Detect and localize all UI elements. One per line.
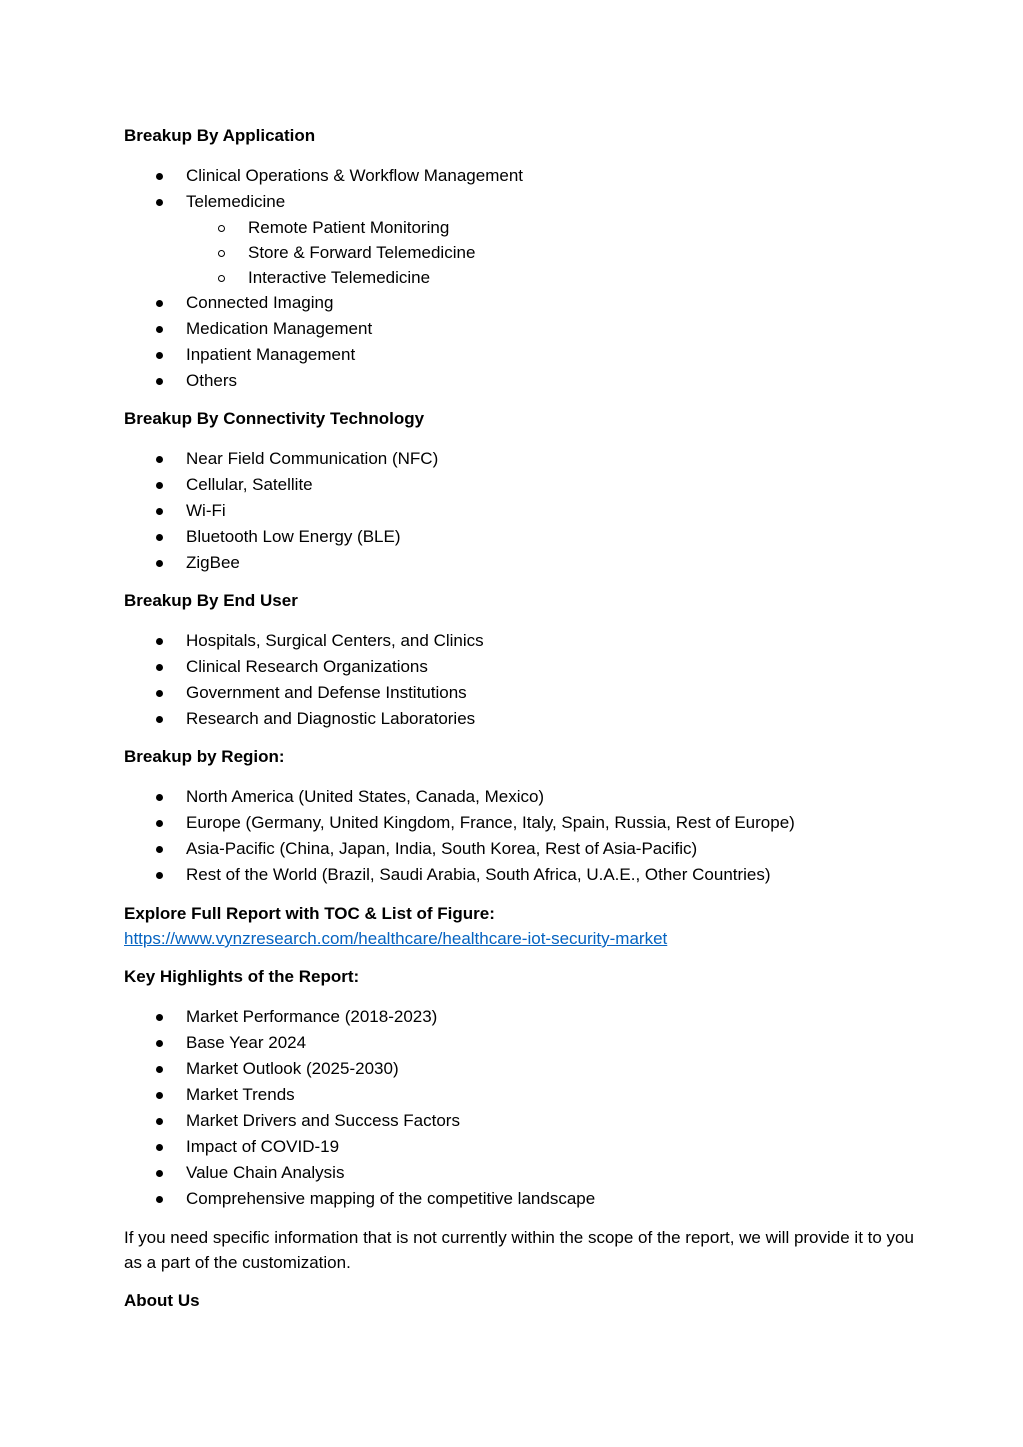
list-item: Bluetooth Low Energy (BLE) bbox=[124, 524, 914, 550]
bullet-icon bbox=[156, 1144, 163, 1151]
bullet-icon bbox=[156, 378, 163, 385]
application-list bbox=[124, 163, 914, 215]
list-item: Clinical Research Organizations bbox=[124, 654, 914, 680]
list-item: Research and Diagnostic Laboratories bbox=[124, 706, 914, 732]
bullet-icon bbox=[156, 1170, 163, 1177]
bullet-icon bbox=[156, 534, 163, 541]
list-item: Near Field Communication (NFC) bbox=[124, 446, 914, 472]
connectivity-heading: Breakup By Connectivity Technology bbox=[124, 409, 425, 428]
list-item: Market Drivers and Success Factors bbox=[124, 1108, 914, 1134]
list-item: Government and Defense Institutions bbox=[124, 680, 914, 706]
sub-list-item: Store & Forward Telemedicine bbox=[124, 240, 914, 265]
list-item: Europe (Germany, United Kingdom, France, Italy, Spain, Russia, Rest of Europe) bbox=[124, 810, 914, 836]
customization-paragraph: If you need specific information that is not currently within the scope of the report, we will provide it to you as a part of the customization. bbox=[124, 1228, 914, 1272]
hollow-bullet-icon bbox=[218, 275, 225, 282]
bullet-icon bbox=[156, 1118, 163, 1125]
bullet-icon bbox=[156, 560, 163, 567]
list-item: Connected Imaging bbox=[124, 290, 914, 316]
sub-list-item: Interactive Telemedicine bbox=[124, 265, 914, 290]
list-item: Cellular, Satellite bbox=[124, 472, 914, 498]
explore-heading: Explore Full Report with TOC & List of Figure: bbox=[124, 904, 495, 923]
list-item: Impact of COVID-19 bbox=[124, 1134, 914, 1160]
list-item: ZigBee bbox=[124, 550, 914, 576]
telemedicine-sublist bbox=[124, 215, 914, 290]
bullet-icon bbox=[156, 456, 163, 463]
hollow-bullet-icon bbox=[218, 225, 225, 232]
application-list-continued bbox=[124, 290, 914, 394]
list-item: Medication Management bbox=[124, 316, 914, 342]
list-item: Market Outlook (2025-2030) bbox=[124, 1056, 914, 1082]
list-item: Others bbox=[124, 368, 914, 394]
bullet-icon bbox=[156, 199, 163, 206]
bullet-icon bbox=[156, 872, 163, 879]
bullet-icon bbox=[156, 794, 163, 801]
bullet-icon bbox=[156, 664, 163, 671]
end-user-heading: Breakup By End User bbox=[124, 591, 298, 610]
list-item: Rest of the World (Brazil, Saudi Arabia, South Africa, U.A.E., Other Countries) bbox=[124, 862, 914, 888]
bullet-icon bbox=[156, 820, 163, 827]
bullet-icon bbox=[156, 638, 163, 645]
bullet-icon bbox=[156, 1092, 163, 1099]
sub-list-item: Remote Patient Monitoring bbox=[124, 215, 914, 240]
list-item: Value Chain Analysis bbox=[124, 1160, 914, 1186]
report-link[interactable]: https://www.vynzresearch.com/healthcare/healthcare-iot-security-market bbox=[124, 929, 668, 948]
region-heading: Breakup by Region: bbox=[124, 747, 285, 766]
bullet-icon bbox=[156, 352, 163, 359]
list-item: Base Year 2024 bbox=[124, 1030, 914, 1056]
list-item: Comprehensive mapping of the competitive landscape bbox=[124, 1186, 914, 1212]
list-item: Clinical Operations & Workflow Management bbox=[124, 163, 914, 189]
bullet-icon bbox=[156, 1196, 163, 1203]
highlights-list bbox=[124, 1004, 914, 1212]
list-item: Telemedicine bbox=[124, 189, 914, 215]
hollow-bullet-icon bbox=[218, 250, 225, 257]
bullet-icon bbox=[156, 846, 163, 853]
bullet-icon bbox=[156, 1066, 163, 1073]
connectivity-list bbox=[124, 446, 914, 576]
about-heading: About Us bbox=[124, 1291, 200, 1310]
list-item: Market Performance (2018-2023) bbox=[124, 1004, 914, 1030]
end-user-list bbox=[124, 628, 914, 732]
bullet-icon bbox=[156, 300, 163, 307]
region-list bbox=[124, 784, 914, 888]
list-item: North America (United States, Canada, Mexico) bbox=[124, 784, 914, 810]
highlights-heading: Key Highlights of the Report: bbox=[124, 967, 360, 986]
explore-block bbox=[124, 901, 914, 951]
list-item: Hospitals, Surgical Centers, and Clinics bbox=[124, 628, 914, 654]
bullet-icon bbox=[156, 1040, 163, 1047]
list-item: Asia-Pacific (China, Japan, India, South Korea, Rest of Asia-Pacific) bbox=[124, 836, 914, 862]
bullet-icon bbox=[156, 482, 163, 489]
bullet-icon bbox=[156, 173, 163, 180]
bullet-icon bbox=[156, 1014, 163, 1021]
list-item: Inpatient Management bbox=[124, 342, 914, 368]
bullet-icon bbox=[156, 716, 163, 723]
bullet-icon bbox=[156, 508, 163, 515]
bullet-icon bbox=[156, 690, 163, 697]
application-heading: Breakup By Application bbox=[124, 126, 316, 145]
bullet-icon bbox=[156, 326, 163, 333]
list-item: Market Trends bbox=[124, 1082, 914, 1108]
list-item: Wi-Fi bbox=[124, 498, 914, 524]
document-content bbox=[124, 124, 914, 1328]
